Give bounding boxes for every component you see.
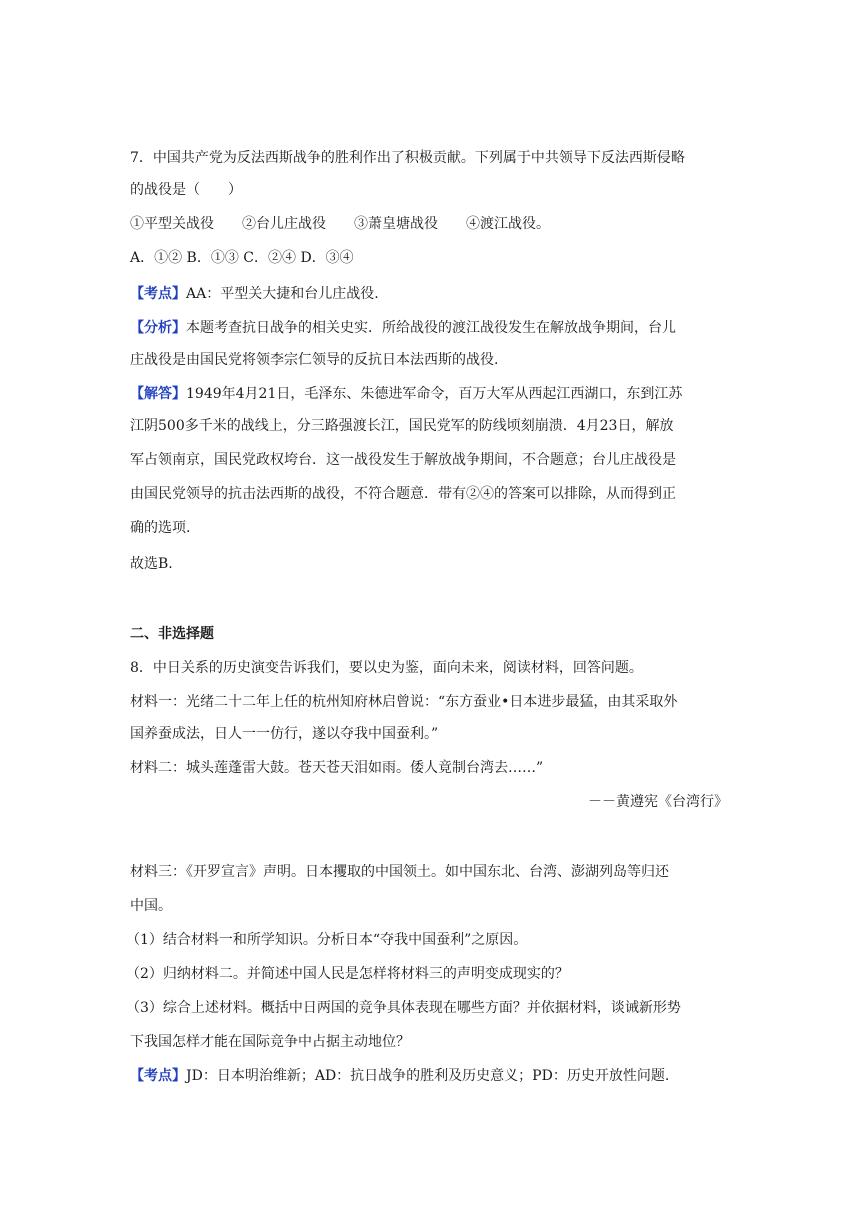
kaodian-text: AA：平型关大捷和台儿庄战役. (186, 286, 379, 302)
q7-fenxi-line1 (130, 318, 740, 338)
q8-material1-line1: 材料一：光绪二十二年上任的杭州知府林启曾说：“东方蚕业•日本进步最猛，由其采取外 (130, 694, 678, 710)
fenxi-tag: 【分析】 (130, 320, 186, 336)
jieda-tag: 【解答】 (130, 386, 186, 402)
fenxi-text-line1: 本题考查抗日战争的相关史实．所给战役的渡江战役发生在解放战争期间，台儿 (186, 320, 676, 336)
q8-material2-line1: 材料二：城头莲蓬雷大鼓。苍天苍天泪如雨。倭人竟制台湾去……” (130, 760, 544, 776)
q7-jieda-line1 (130, 384, 740, 404)
q7-jieda-line3: 军占领南京，国民党政权垮台．这一战役发生于解放战争期间，不合题意；台儿庄战役是 (130, 452, 676, 468)
jieda-text-line1: 1949年4月21日，毛泽东、朱德进军命令，百万大军从西起江西湖口，东到江苏 (186, 386, 683, 402)
kaodian-tag: 【考点】 (130, 286, 186, 302)
kaodian-text: JD：日本明治维新；AD：抗日战争的胜利及历史意义；PD：历史开放性问题. (186, 1068, 670, 1084)
kaodian-tag: 【考点】 (130, 1068, 186, 1084)
q7-jieda-line4: 由国民党领导的抗击法西斯的战役，不符合题意．带有②④的答案可以排除，从而得到正 (130, 486, 676, 502)
section-heading: 二、非选择题 (130, 626, 214, 642)
q8-sub3-line1: （3）综合上述材料。概括中日两国的竞争具体表现在哪些方面？并依据材料，谈诫新形势 (126, 1000, 681, 1016)
q8-kaodian (130, 1066, 740, 1086)
q8-sub2: （2）归纳材料二。并简述中国人民是怎样将材料三的声明变成现实的？ (126, 966, 569, 982)
q8-material3-line2: 中国。 (130, 898, 172, 914)
q8-stem: 8．中日关系的历史演变告诉我们，要以史为鉴，面向未来，阅读材料，回答问题。 (130, 660, 643, 676)
q7-choices: A．①② B．①③ C．②④ D．③④ (130, 250, 354, 266)
q7-stem-line1: 7．中国共产党为反法西斯战争的胜利作出了积极贡献。下列属于中共领导下反法西斯侵略 (130, 150, 685, 166)
q8-sub3-line2: 下我国怎样才能在国际竞争中占据主动地位？ (130, 1034, 410, 1050)
q7-jieda-line2: 江阴500多千米的战线上，分三路强渡长江，国民党军的防线顷刻崩溃．4月23日，解放 (130, 418, 674, 434)
q7-kaodian (130, 284, 740, 304)
q8-material2-source: －－黄遵宪《台湾行》 (588, 794, 728, 810)
q8-material3-line1: 材料三：《开罗宣言》声明。日本攫取的中国领土。如中国东北、台湾、澎湖列岛等归还 (130, 864, 669, 880)
q7-answer: 故选B. (130, 556, 173, 572)
q7-stem-line2: 的战役是（ ） (130, 182, 242, 198)
q8-material1-line2: 国养蚕成法，日人一一仿行，遂以夺我中国蚕利。” (130, 726, 439, 742)
q8-sub1: （1）结合材料一和所学知识。分析日本“夺我中国蚕利”之原因。 (126, 932, 528, 948)
q7-jieda-line5: 确的选项. (130, 520, 191, 536)
q7-fenxi-line2: 庄战役是由国民党将领李宗仁领导的反抗日本法西斯的战役. (130, 352, 499, 368)
q7-options: ①平型关战役 ②台儿庄战役 ③萧皇塘战役 ④渡江战役。 (130, 216, 550, 232)
